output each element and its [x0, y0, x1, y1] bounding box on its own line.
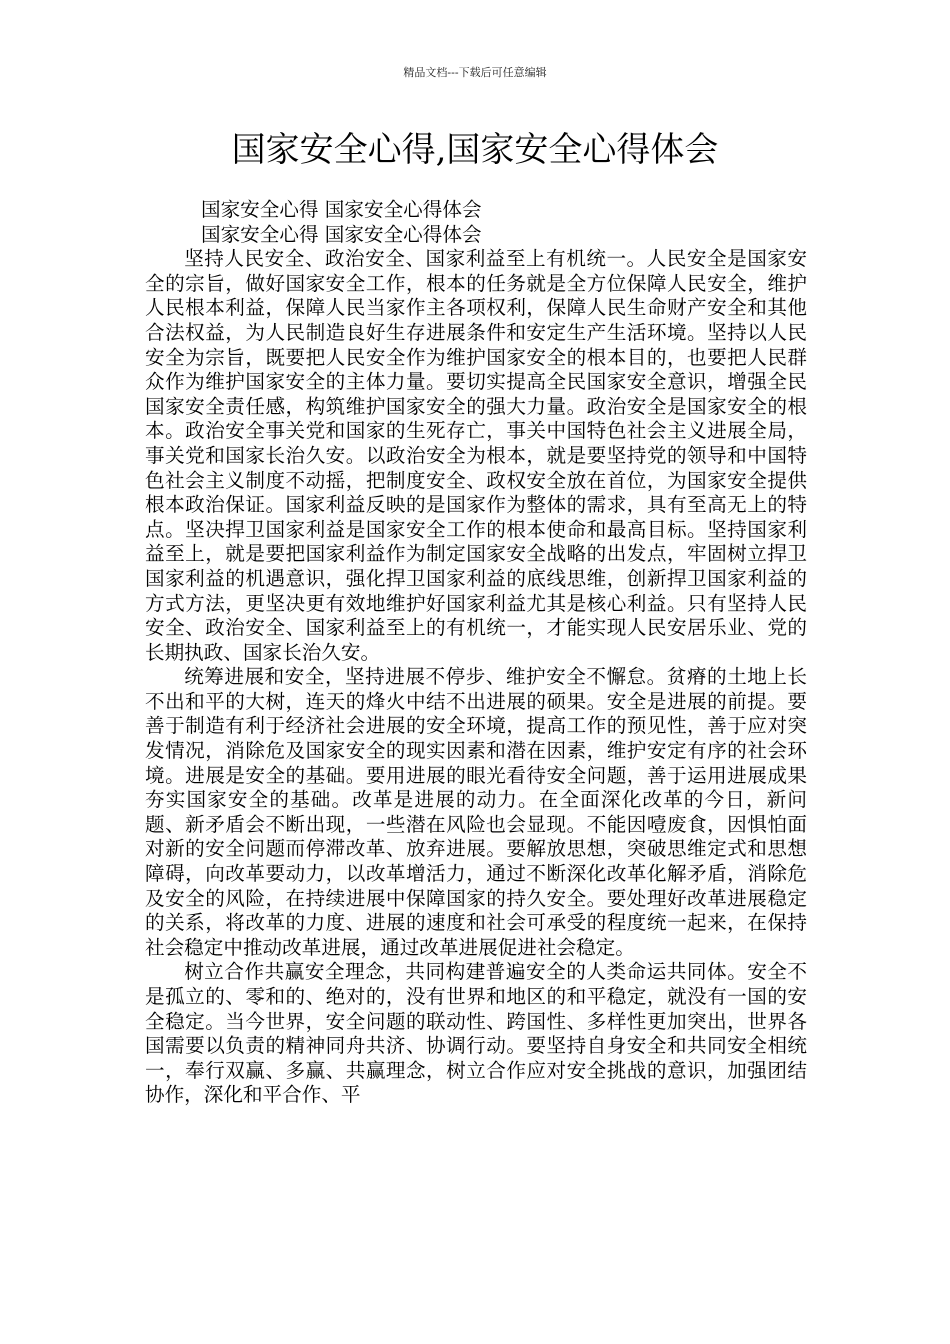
body-paragraph: 坚持人民安全、政治安全、国家利益至上有机统一。人民安全是国家安全的宗旨，做好国家安全工作，根本的任务就是全方位保障人民安全，维护人民根本利益，保障人民当家作主各项权利，保障人民生命财产安全和其他合法权益，为人民制造良好生存进展条件和安定生产生活环境。坚持以人民安全为宗旨，既要把人民安全作为维护国家安全的根本目的，也要把人民群众作为维护国家安全的主体力量。要切实提高全民国家安全意识，增强全民国家安全责任感，构筑维护国家安全的强大力量。政治安全是国家安全的根本。政治安全事关党和国家的生死存亡，事关中国特色社会主义进展全局，事关党和国家长治久安。以政治安全为根本，就是要坚持党的领导和中国特色社会主义制度不动摇，把制度安全、政权安全放在首位，为国家安全提供根本政治保证。国家利益反映的是国家作为整体的需求，具有至高无上的特点。坚决捍卫国家利益是国家安全工作的根本使命和最高目标。坚持国家利益至上，就是要把国家利益作为制定国家安全战略的出发点，牢固树立捍卫国家利益的机遇意识，强化捍卫国家利益的底线思维，创新捍卫国家利益的方式方法，更坚决更有效地维护好国家利益尤其是核心利益。只有坚持人民安全、政治安全、国家利益至上的有机统一，才能实现人民安居乐业、党的长期执政、国家长治久安。	[145, 247, 807, 664]
body-paragraph: 统筹进展和安全，坚持进展不停步、维护安全不懈怠。贫瘠的土地上长不出和平的大树，连天的烽火中结不出进展的硕果。安全是进展的前提。要善于制造有利于经济社会进展的安全环境，提高工作的预见性，善于应对突发情况，消除危及国家安全的现实因素和潜在因素，维护安定有序的社会环境。进展是安全的基础。要用进展的眼光看待安全问题，善于运用进展成果夯实国家安全的基础。改革是进展的动力。在全面深化改革的今日，新问题、新矛盾会不断出现，一些潜在风险也会显现。不能因噎废食，因惧怕面对新的安全问题而停滞改革、放弃进展。要解放思想，突破思维定式和思想障碍，向改革要动力，以改革增活力，通过不断深化改革化解矛盾，消除危及安全的风险，在持续进展中保障国家的持久安全。要处理好改革进展稳定的关系，将改革的力度、进展的速度和社会可承受的程度统一起来，在保持社会稳定中推动改革进展，通过改革进展促进社会稳定。	[145, 665, 807, 959]
page-header: 精品文档---下载后可任意编辑	[403, 66, 547, 79]
document-body	[145, 198, 807, 1108]
body-paragraph: 树立合作共赢安全理念，共同构建普遍安全的人类命运共同体。安全不是孤立的、零和的、绝对的，没有世界和地区的和平稳定，就没有一国的安全稳定。当今世界，安全问题的联动性、跨国性、多样性更加突出，世界各国需要以负责的精神同舟共济、协调行动。要坚持自身安全和共同安全相统一，奉行双赢、多赢、共赢理念，树立合作应对安全挑战的意识，加强团结协作，深化和平合作、平	[145, 960, 807, 1107]
subtitle-line: 国家安全心得 国家安全心得体会	[201, 222, 482, 246]
subtitle-line: 国家安全心得 国家安全心得体会	[201, 198, 482, 221]
document-title: 国家安全心得,国家安全心得体会	[231, 130, 719, 170]
